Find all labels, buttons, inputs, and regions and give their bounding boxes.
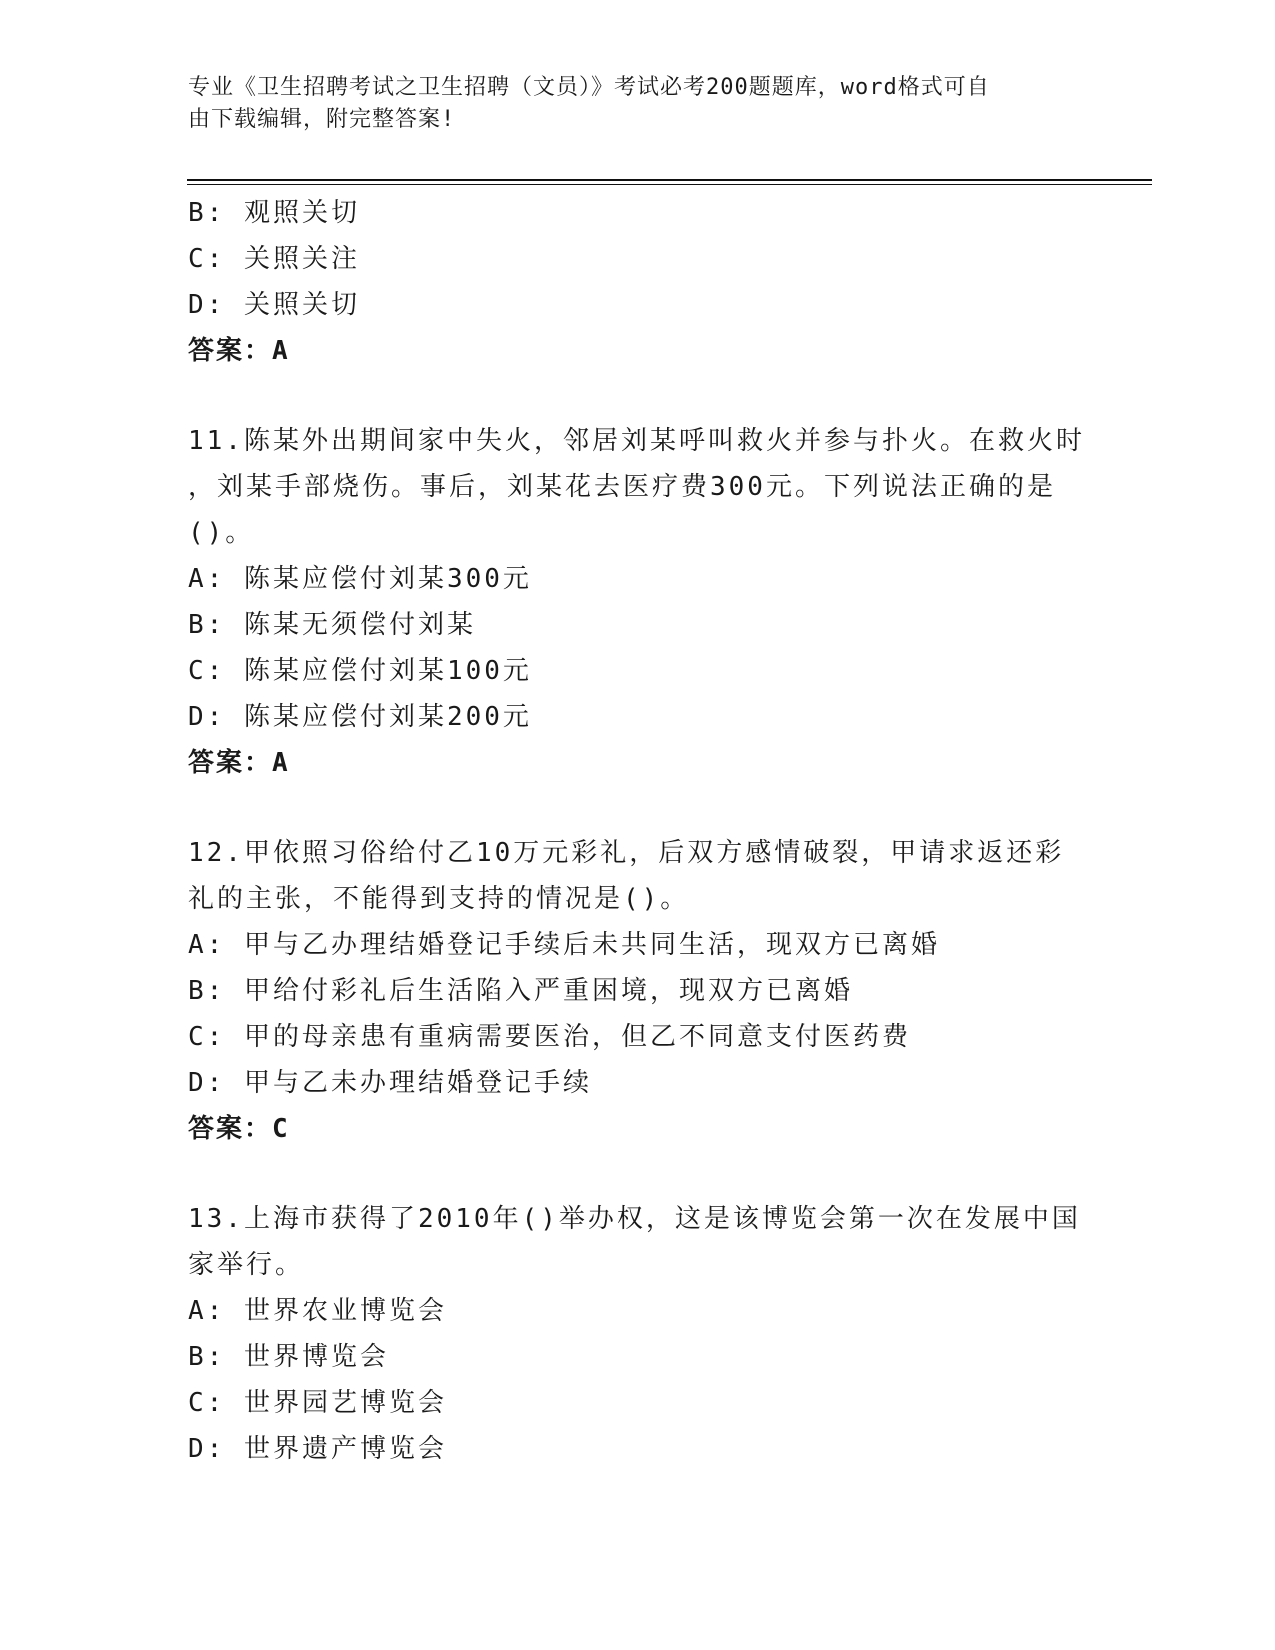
question-block-12 [188, 830, 1088, 1152]
spacer [188, 1152, 1088, 1196]
header-line-2: 由下载编辑，附完整答案! [188, 107, 456, 132]
question-text: 12.甲依照习俗给付乙10万元彩礼，后双方感情破裂，甲请求返还彩 [188, 838, 1065, 868]
question-text: 11.陈某外出期间家中失火，邻居刘某呼叫救火并参与扑火。在救火时 [188, 426, 1085, 456]
option-a: A: 世界农业博览会 [188, 1296, 447, 1326]
option-d: D: 世界遗产博览会 [188, 1434, 447, 1464]
option-c: C: 关照关注 [188, 244, 360, 274]
option-d: D: 关照关切 [188, 290, 360, 320]
header-divider-thin [187, 184, 1152, 185]
option-d: D: 陈某应偿付刘某200元 [188, 702, 532, 732]
header-divider-thick [187, 179, 1152, 181]
question-list [188, 190, 1088, 1472]
option-a: A: 甲与乙办理结婚登记手续后未共同生活，现双方已离婚 [188, 930, 940, 960]
header-line-1: 专业《卫生招聘考试之卫生招聘（文员）》考试必考200题题库，word格式可自 [188, 75, 990, 100]
question-text: 家举行。 [188, 1250, 305, 1280]
answer-line: 答案：A [188, 748, 290, 778]
option-c: C: 甲的母亲患有重病需要医治，但乙不同意支付医药费 [188, 1022, 911, 1052]
answer-line: 答案：C [188, 1114, 290, 1144]
option-b: B: 甲给付彩礼后生活陷入严重困境，现双方已离婚 [188, 976, 853, 1006]
question-text: ，刘某手部烧伤。事后，刘某花去医疗费300元。下列说法正确的是 [188, 472, 1056, 502]
spacer [188, 786, 1088, 830]
option-c: C: 陈某应偿付刘某100元 [188, 656, 532, 686]
question-block-11 [188, 418, 1088, 786]
option-d: D: 甲与乙未办理结婚登记手续 [188, 1068, 592, 1098]
option-b: B: 陈某无须偿付刘某 [188, 610, 476, 640]
option-b: B: 观照关切 [188, 198, 360, 228]
option-a: A: 陈某应偿付刘某300元 [188, 564, 532, 594]
option-b: B: 世界博览会 [188, 1342, 389, 1372]
question-text: 礼的主张，不能得到支持的情况是()。 [188, 884, 690, 914]
document-header [188, 72, 1068, 136]
question-block-partial [188, 190, 1088, 374]
spacer [188, 374, 1088, 418]
question-text: 13.上海市获得了2010年()举办权，这是该博览会第一次在发展中国 [188, 1204, 1081, 1234]
answer-line: 答案：A [188, 336, 290, 366]
question-text: ()。 [188, 518, 255, 548]
option-c: C: 世界园艺博览会 [188, 1388, 447, 1418]
question-block-13 [188, 1196, 1088, 1472]
